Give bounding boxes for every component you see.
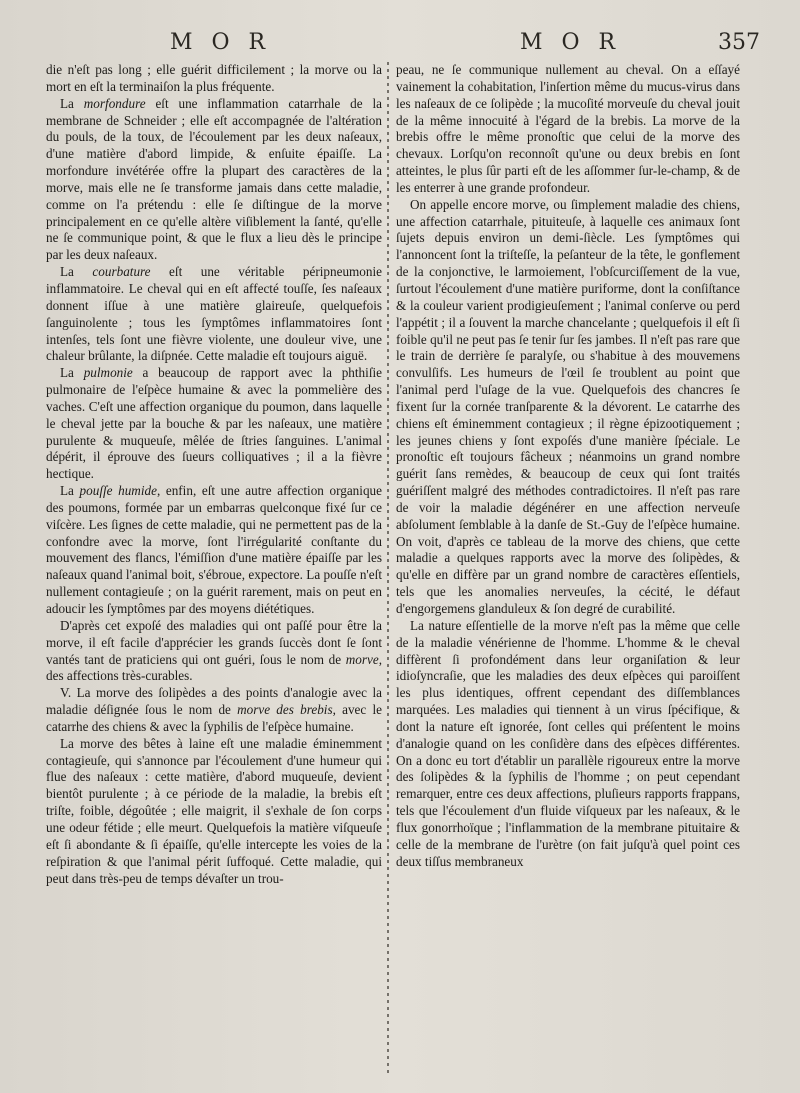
column-divider xyxy=(387,62,389,1074)
term-italic: morve xyxy=(345,651,379,667)
paragraph: La morve des bêtes à laine eſt une maladie éminemment contagieuſe, qui s'annonce par l'écoulement d'une humeur qui flue des naſeaux : cette matière, d'abord muqueuſe, devient bientôt purulente ; à ce période de la maladie, la brebis eſt triſte, foible, dégoûtée ; elle maigrit, il s'exhale de ſon corps une odeur fétide ; elle meurt. Quelquefois la matière viſqueuſe eſt ſi abondante & ſi épaiſſe, qu'elle intercepte les voies de la reſpiration & que l'animal périt ſuffoqué. Cette maladie, qui peut dans très-peu de temps dévaſter un trou- xyxy=(46,735,382,886)
paragraph: peau, ne ſe communique nullement au cheval. On a eſſayé vainement la cohabitation, l'inſertion même du mucus-virus dans les naſeaux de ce ſolipède ; la mucoſité morveuſe du cheval jouit de la même innocuité à l'égard de la brebis. La morve de la brebis offre le même pronoſtic que celui de la morve des chevaux. Lorſqu'on reconnoît qu'une ou deux brebis en ſont atteintes, le plus ſûr parti eſt de les aſſommer ſur-le-champ, & de les enterrer à une grande profondeur. xyxy=(396,62,740,195)
paragraph: die n'eſt pas long ; elle guérit difficilement ; la morve ou la mort en eſt la terminaiſon la plus fréquente. xyxy=(46,62,382,94)
term-italic: pouſſe humide xyxy=(79,483,157,499)
term-italic: pulmonie xyxy=(83,365,133,381)
page-number: 357 xyxy=(718,30,760,55)
running-head-right: M O R xyxy=(520,30,622,55)
paragraph: La courbature eſt une véritable péripneumonie inflammatoire. Le cheval qui en eſt affecté touſſe, ſes naſeaux donnent iſſue à une matière glaireuſe, quelquefois ſanguinolente ; tous les ſymptômes inflammatoires ſont intenſes, tels ſont une fièvre violente, une douleur vive, une chaleur brûlante, la diſpnée. Cette maladie eſt toujours aiguë. xyxy=(46,264,382,364)
paragraph: La nature eſſentielle de la morve n'eſt pas la même que celle de la maladie vénérienne de l'homme. L'homme & le cheval diffèrent ſi profondément dans leur organiſation & leur idioſyncraſie, que les maladies des deux eſpèces qui paroiſſent les plus identiques, offrent cependant des diſſemblances marquées. Les maladies qui tiennent à un virus ſpécifique, & dont la nature eſt ignorée, ſont celles qui préſentent le moins d'analogie quand on les conſidère dans des eſpèces différentes. On a donc eu tort d'établir un parallèle rigoureux entre la morve des ſolipèdes & la ſyphilis de l'homme ; on peut cependant remarquer, entre ces deux affections, pluſieurs rapports frappans, tels que l'écoulement d'un fluide viſqueux par les naſeaux, & le flux gonorrhoïque ; l'inflammation de la membrane pituitaire & celle de la membrane de l'urètre (on fait juſqu'à quel point ces deux tiſſus membraneux xyxy=(396,617,740,869)
paragraph: V. La morve des ſolipèdes a des points d'analogie avec la maladie déſignée ſous le nom de morve des brebis, avec le catarrhe des chiens & avec la ſyphilis de l'eſpèce humaine. xyxy=(46,685,383,734)
paragraph: La morfondure eſt une inflammation catarrhale de la membrane de Schneider ; elle eſt accompagnée de l'altération du pouls, de la toux, de l'écoulement par les deux naſeaux, d'une matière d'abord limpide, & enſuite épaiſſe. La morfondure invétérée offre la plupart des caractères de la morve, mais elle ne ſe transforme jamais dans cette maladie, comme on l'a prétendu : elle ſe diſtingue de la morve principalement en ce qu'elle altère viſiblement la ſanté, qu'elle ne ſe communique point, & que le flux a lieu dès le principe par les deux naſeaux. xyxy=(46,95,382,263)
left-column xyxy=(46,62,382,887)
paragraph: La pulmonie a beaucoup de rapport avec la phthiſie pulmonaire de l'eſpèce humaine & avec la pommelière des vaches. C'eſt une affection organique du poumon, dans laquelle le cheval jette par la bouche & par les naſeaux, une matière purulente & muqueuſe, mêlée de ſtries ſanguines. L'animal dépérit, il éprouve des ſueurs colliquatives ; il a la fièvre hectique. xyxy=(46,365,382,482)
right-column xyxy=(396,62,740,871)
running-head-left: M O R xyxy=(170,30,272,55)
paragraph: D'après cet expoſé des maladies qui ont paſſé pour être la morve, il eſt facile d'apprécier les grands ſuccès dont ſe ſont vantés tant de praticiens qui ont guéri, ſous le nom de morve, des affections très-curables. xyxy=(46,617,382,684)
term-italic: courbature xyxy=(92,264,151,280)
term-italic: morve des brebis xyxy=(237,702,333,718)
term-italic: morfondure xyxy=(83,95,146,111)
paragraph: La pouſſe humide, enfin, eſt une autre affection organique des poumons, formée par un embarras quelconque fixé ſur ce viſcère. Les ſignes de cette maladie, qui ne permettent pas de la confondre avec la morve, ſont l'irrégularité conſtante du mouvement des flancs, l'émiſſion d'une matière épaiſſe par les naſeaux quand l'animal boit, s'ébroue, expectore. La pouſſe n'eſt nullement contagieuſe ; on la guérit rarement, mais on peut en adoucir les ſymptômes par des moyens diététiques. xyxy=(46,483,382,616)
paragraph: On appelle encore morve, ou ſimplement maladie des chiens, une affection catarrhale, pituiteuſe, à laquelle ces animaux ſont ſujets depuis environ un demi-ſiècle. Les ſymptômes qui l'annoncent ſont la triſteſſe, la peſanteur de la tête, le gonflement de la conjonctive, le larmoiement, l'obſcurciſſement de la vue, ſurtout l'écoulement d'une matière puriforme, dont la conſiſtance & la couleur varient prodigieuſement ; l'animal conſerve ou perd l'appétit ; il a ſouvent la marche chancelante ; quelquefois il eſt ſi foible qu'il ne peut pas ſe tenir ſur ſes jambes. Il n'eſt pas rare que le train de derrière ſe paralyſe, ou s'habitue à des mouvemens convulſifs. Les humeurs de l'œil ſe troublent au point que l'animal perd l'uſage de la vue. Quelquefois des chancres ſe fixent ſur la cornée tranſparente & la dévorent. Le catarrhe des chiens eſt éminemment contagieux ; il règne épizootiquement ; les jeunes chiens y ſont expoſés d'une manière ſpéciale. Le pronoſtic eſt toujours fâcheux ; néanmoins un grand nombre guérit ſans remèdes, & beaucoup de ceux qui ſont traités guériſſent malgré des méthodes contradictoires. Il n'eſt pas rare de voir la maladie dégénérer en une affection nerveuſe abſolument ſemblable à la danſe de St.-Guy de l'eſpèce humaine. On voit, d'après ce tableau de la morve des chiens, que cette maladie a quelques rapports avec la morve des ſolipèdes, & qu'elle en diffère par un grand nombre de caractères eſſentiels, tels que les anomalies nerveuſes, la cécité, le défaut d'engorgemens glanduleux & ſon degré de curabilité. xyxy=(396,196,740,616)
